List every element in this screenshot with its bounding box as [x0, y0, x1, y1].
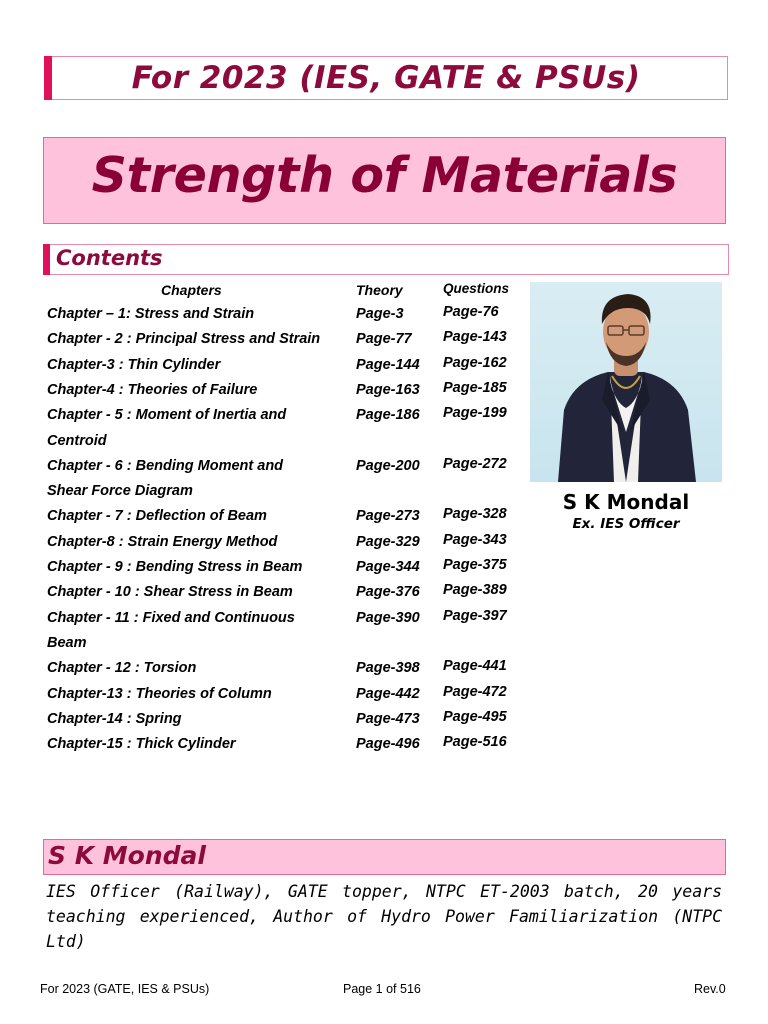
footer-page-number: Page 1 of 516	[343, 982, 421, 996]
author-role: Ex. IES Officer	[572, 516, 680, 532]
questions-page: Page-397	[443, 607, 507, 624]
column-header-theory: Theory	[356, 282, 403, 298]
questions-page: Page-472	[443, 683, 507, 700]
author-name: S K Mondal	[562, 490, 690, 514]
questions-page: Page-76	[443, 304, 499, 320]
chapter-title: Chapter - 2 : Principal Stress and Strain	[47, 331, 321, 348]
questions-page: Page-343	[443, 531, 507, 548]
theory-page: Page-163	[356, 381, 420, 398]
chapter-title: Chapter-8 : Strain Energy Method	[47, 533, 278, 550]
theory-page: Page-376	[356, 584, 420, 601]
questions-page: Page-272	[443, 455, 507, 472]
title-box	[43, 137, 726, 224]
questions-page: Page-375	[443, 557, 507, 573]
author-section-heading: S K Mondal	[48, 841, 206, 870]
questions-page: Page-495	[443, 708, 507, 725]
theory-page: Page-3	[356, 306, 404, 322]
theory-page: Page-496	[356, 736, 420, 753]
chapter-title: Chapter-14 : Spring	[47, 710, 182, 727]
author-photo	[530, 282, 722, 482]
questions-page: Page-516	[443, 734, 507, 751]
questions-page: Page-199	[443, 405, 507, 422]
theory-page: Page-144	[356, 356, 420, 373]
author-bio: IES Officer (Railway), GATE topper, NTPC ET-2003 batch, 20 years teaching experienced, Author of Hydro Power Familiarization (NTPC Ltd)	[46, 882, 722, 951]
theory-page: Page-344	[356, 559, 420, 575]
chapter-title: Chapter-3 : Thin Cylinder	[47, 356, 221, 373]
theory-page: Page-390	[356, 609, 420, 626]
chapter-title: Chapter - 10 : Shear Stress in Beam	[47, 584, 293, 601]
questions-page: Page-389	[443, 582, 507, 599]
questions-page: Page-185	[443, 379, 507, 396]
questions-page: Page-162	[443, 354, 507, 371]
chapter-title: Chapter - 6 : Bending Moment and	[47, 457, 284, 474]
chapter-title: Chapter - 9 : Bending Stress in Beam	[47, 559, 303, 575]
chapter-title: Chapter - 7 : Deflection of Beam	[47, 508, 267, 525]
questions-page: Page-143	[443, 329, 507, 346]
theory-page: Page-398	[356, 660, 420, 677]
top-banner-text: For 2023 (IES, GATE & PSUs)	[131, 60, 641, 96]
document-title: Strength of Materials	[91, 147, 678, 204]
chapter-title: Chapter - 11 : Fixed and Continuous	[47, 609, 295, 626]
theory-page: Page-273	[356, 508, 420, 525]
theory-page: Page-200	[356, 457, 420, 474]
column-header-chapters: Chapters	[161, 282, 222, 298]
top-banner	[44, 56, 728, 100]
theory-page: Page-442	[356, 685, 420, 702]
chapter-title: Chapter – 1: Stress and Strain	[47, 306, 255, 322]
contents-heading-box	[43, 244, 729, 275]
chapter-title-continued: Shear Force Diagram	[47, 483, 193, 500]
theory-page: Page-77	[356, 331, 412, 348]
chapter-title: Chapter-13 : Theories of Column	[47, 685, 272, 702]
chapter-title: Chapter-15 : Thick Cylinder	[47, 736, 236, 753]
chapter-title-continued: Centroid	[47, 432, 107, 449]
author-section-heading-box	[43, 839, 726, 875]
footer-revision: Rev.0	[694, 982, 726, 996]
theory-page: Page-329	[356, 533, 420, 550]
author-portrait-illustration	[530, 282, 722, 482]
theory-page: Page-186	[356, 407, 420, 424]
contents-accent-bar	[43, 244, 50, 275]
chapter-title: Chapter - 12 : Torsion	[47, 660, 197, 677]
questions-page: Page-328	[443, 506, 507, 523]
chapter-title: Chapter - 5 : Moment of Inertia and	[47, 407, 287, 424]
theory-page: Page-473	[356, 710, 420, 727]
column-header-questions: Questions	[443, 281, 510, 296]
chapter-title: Chapter-4 : Theories of Failure	[47, 381, 258, 398]
questions-page: Page-441	[443, 658, 507, 675]
footer-left: For 2023 (GATE, IES & PSUs)	[40, 982, 210, 996]
chapter-title-continued: Beam	[47, 634, 87, 651]
contents-heading: Contents	[56, 246, 163, 270]
